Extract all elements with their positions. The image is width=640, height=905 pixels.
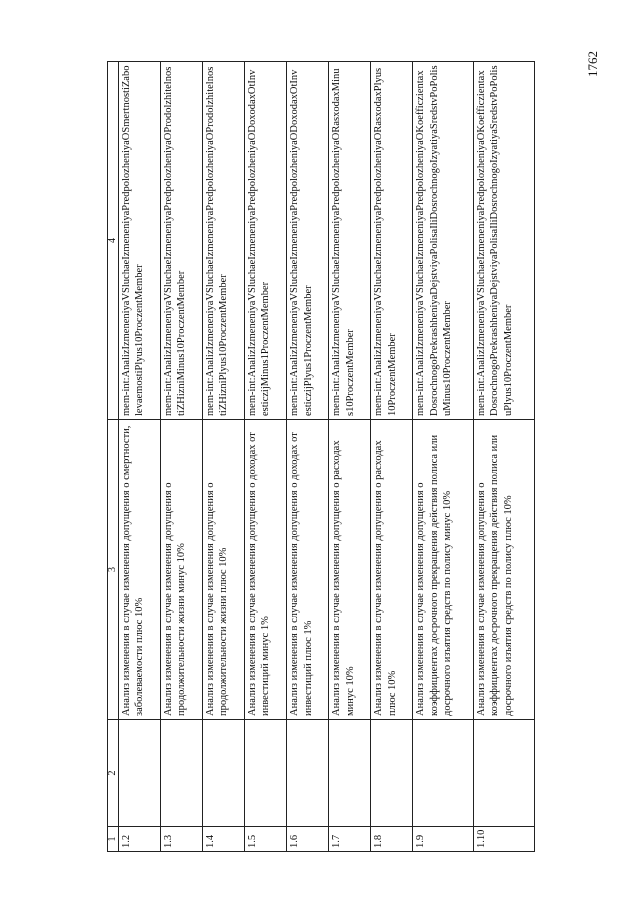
code-cell: mem-int:AnalizIzmeneniyaVSluchaeIzmeneniyaPredpolozheniyaOKoefficzientaxDosrochnogoPrekrashheniyaDejstviyaPolisaIliDosrochnogoIzyatiyaSredstvPoPolisuPlyus10ProczentMember: [474, 62, 535, 420]
rotated-table-container: [107, 62, 535, 852]
table-row: [413, 62, 474, 852]
empty-cell: [245, 720, 287, 827]
code-cell: mem-int:AnalizIzmeneniyaVSluchaeIzmeneniyaPredpolozheniyaODoxodaxOtInvesticzijMinus1ProczentMember: [245, 62, 287, 420]
empty-cell: [371, 720, 413, 827]
empty-cell: [329, 720, 371, 827]
code-cell: mem-int:AnalizIzmeneniyaVSluchaeIzmeneniyaPredpolozheniyaOProdolzhitelnostiZHizniMinus10ProczentMember: [161, 62, 203, 420]
row-number-cell: 1.6: [287, 827, 329, 852]
row-number-cell: 1.10: [474, 827, 535, 852]
code-cell: mem-int:AnalizIzmeneniyaVSluchaeIzmeneniyaPredpolozheniyaOProdolzhitelnostiZHizniPlyus10ProczentMember: [203, 62, 245, 420]
description-cell: Анализ изменения в случае изменения допущения о доходах от инвестиций минус 1%: [245, 420, 287, 720]
empty-cell: [161, 720, 203, 827]
description-cell: Анализ изменения в случае изменения допущения о продолжительности жизни плюс 10%: [203, 420, 245, 720]
row-number-cell: 1.7: [329, 827, 371, 852]
code-cell: mem-int:AnalizIzmeneniyaVSluchaeIzmeneniyaPredpolozheniyaORasxodaxPlyus10ProczentMember: [371, 62, 413, 420]
data-table: [107, 61, 535, 852]
empty-cell: [119, 720, 161, 827]
header-col-1: 1: [108, 827, 119, 852]
description-cell: Анализ изменения в случае изменения допущения о расходах минус 10%: [329, 420, 371, 720]
table-row: [161, 62, 203, 852]
row-number-cell: 1.2: [119, 827, 161, 852]
table-row: [119, 62, 161, 852]
empty-cell: [287, 720, 329, 827]
table-row: [203, 62, 245, 852]
header-row: [108, 62, 119, 852]
header-col-2: 2: [108, 720, 119, 827]
empty-cell: [474, 720, 535, 827]
row-number-cell: 1.3: [161, 827, 203, 852]
code-cell: mem-int:AnalizIzmeneniyaVSluchaeIzmeneniyaPredpolozheniyaODoxodaxOtInvesticzijPlyus1ProczentMember: [287, 62, 329, 420]
header-col-3: 3: [108, 420, 119, 720]
description-cell: Анализ изменения в случае изменения допущения о коэффициентах досрочного прекращения действия полиса или досрочного изъятия средств по полису минус 10%: [413, 420, 474, 720]
description-cell: Анализ изменения в случае изменения допущения о расходах плюс 10%: [371, 420, 413, 720]
header-col-4: 4: [108, 62, 119, 420]
code-cell: mem-int:AnalizIzmeneniyaVSluchaeIzmeneniyaPredpolozheniyaOKoefficzientaxDosrochnogoPrekrashheniyaDejstviyaPolisaIliDosrochnogoIzyatiyaSredstvPoPolisuMinus10ProczentMember: [413, 62, 474, 420]
table-row: [371, 62, 413, 852]
table-row: [329, 62, 371, 852]
row-number-cell: 1.8: [371, 827, 413, 852]
description-cell: Анализ изменения в случае изменения допущения о смертности, заболеваемости плюс 10%: [119, 420, 161, 720]
row-number-cell: 1.9: [413, 827, 474, 852]
empty-cell: [203, 720, 245, 827]
empty-cell: [413, 720, 474, 827]
row-number-cell: 1.5: [245, 827, 287, 852]
table-row: [474, 62, 535, 852]
row-number-cell: 1.4: [203, 827, 245, 852]
description-cell: Анализ изменения в случае изменения допущения о коэффициентах досрочного прекращения действия полиса или досрочного изъятия средств по полису плюс 10%: [474, 420, 535, 720]
table-row: [245, 62, 287, 852]
page-number: 1762: [585, 51, 600, 77]
code-cell: mem-int:AnalizIzmeneniyaVSluchaeIzmeneniyaPredpolozheniyaOSmertnostiZabolevaemostiPlyus10ProczentMember: [119, 62, 161, 420]
description-cell: Анализ изменения в случае изменения допущения о продолжительности жизни минус 10%: [161, 420, 203, 720]
table-row: [287, 62, 329, 852]
code-cell: mem-int:AnalizIzmeneniyaVSluchaeIzmeneniyaPredpolozheniyaORasxodaxMinus10ProczentMember: [329, 62, 371, 420]
description-cell: Анализ изменения в случае изменения допущения о доходах от инвестиций плюс 1%: [287, 420, 329, 720]
